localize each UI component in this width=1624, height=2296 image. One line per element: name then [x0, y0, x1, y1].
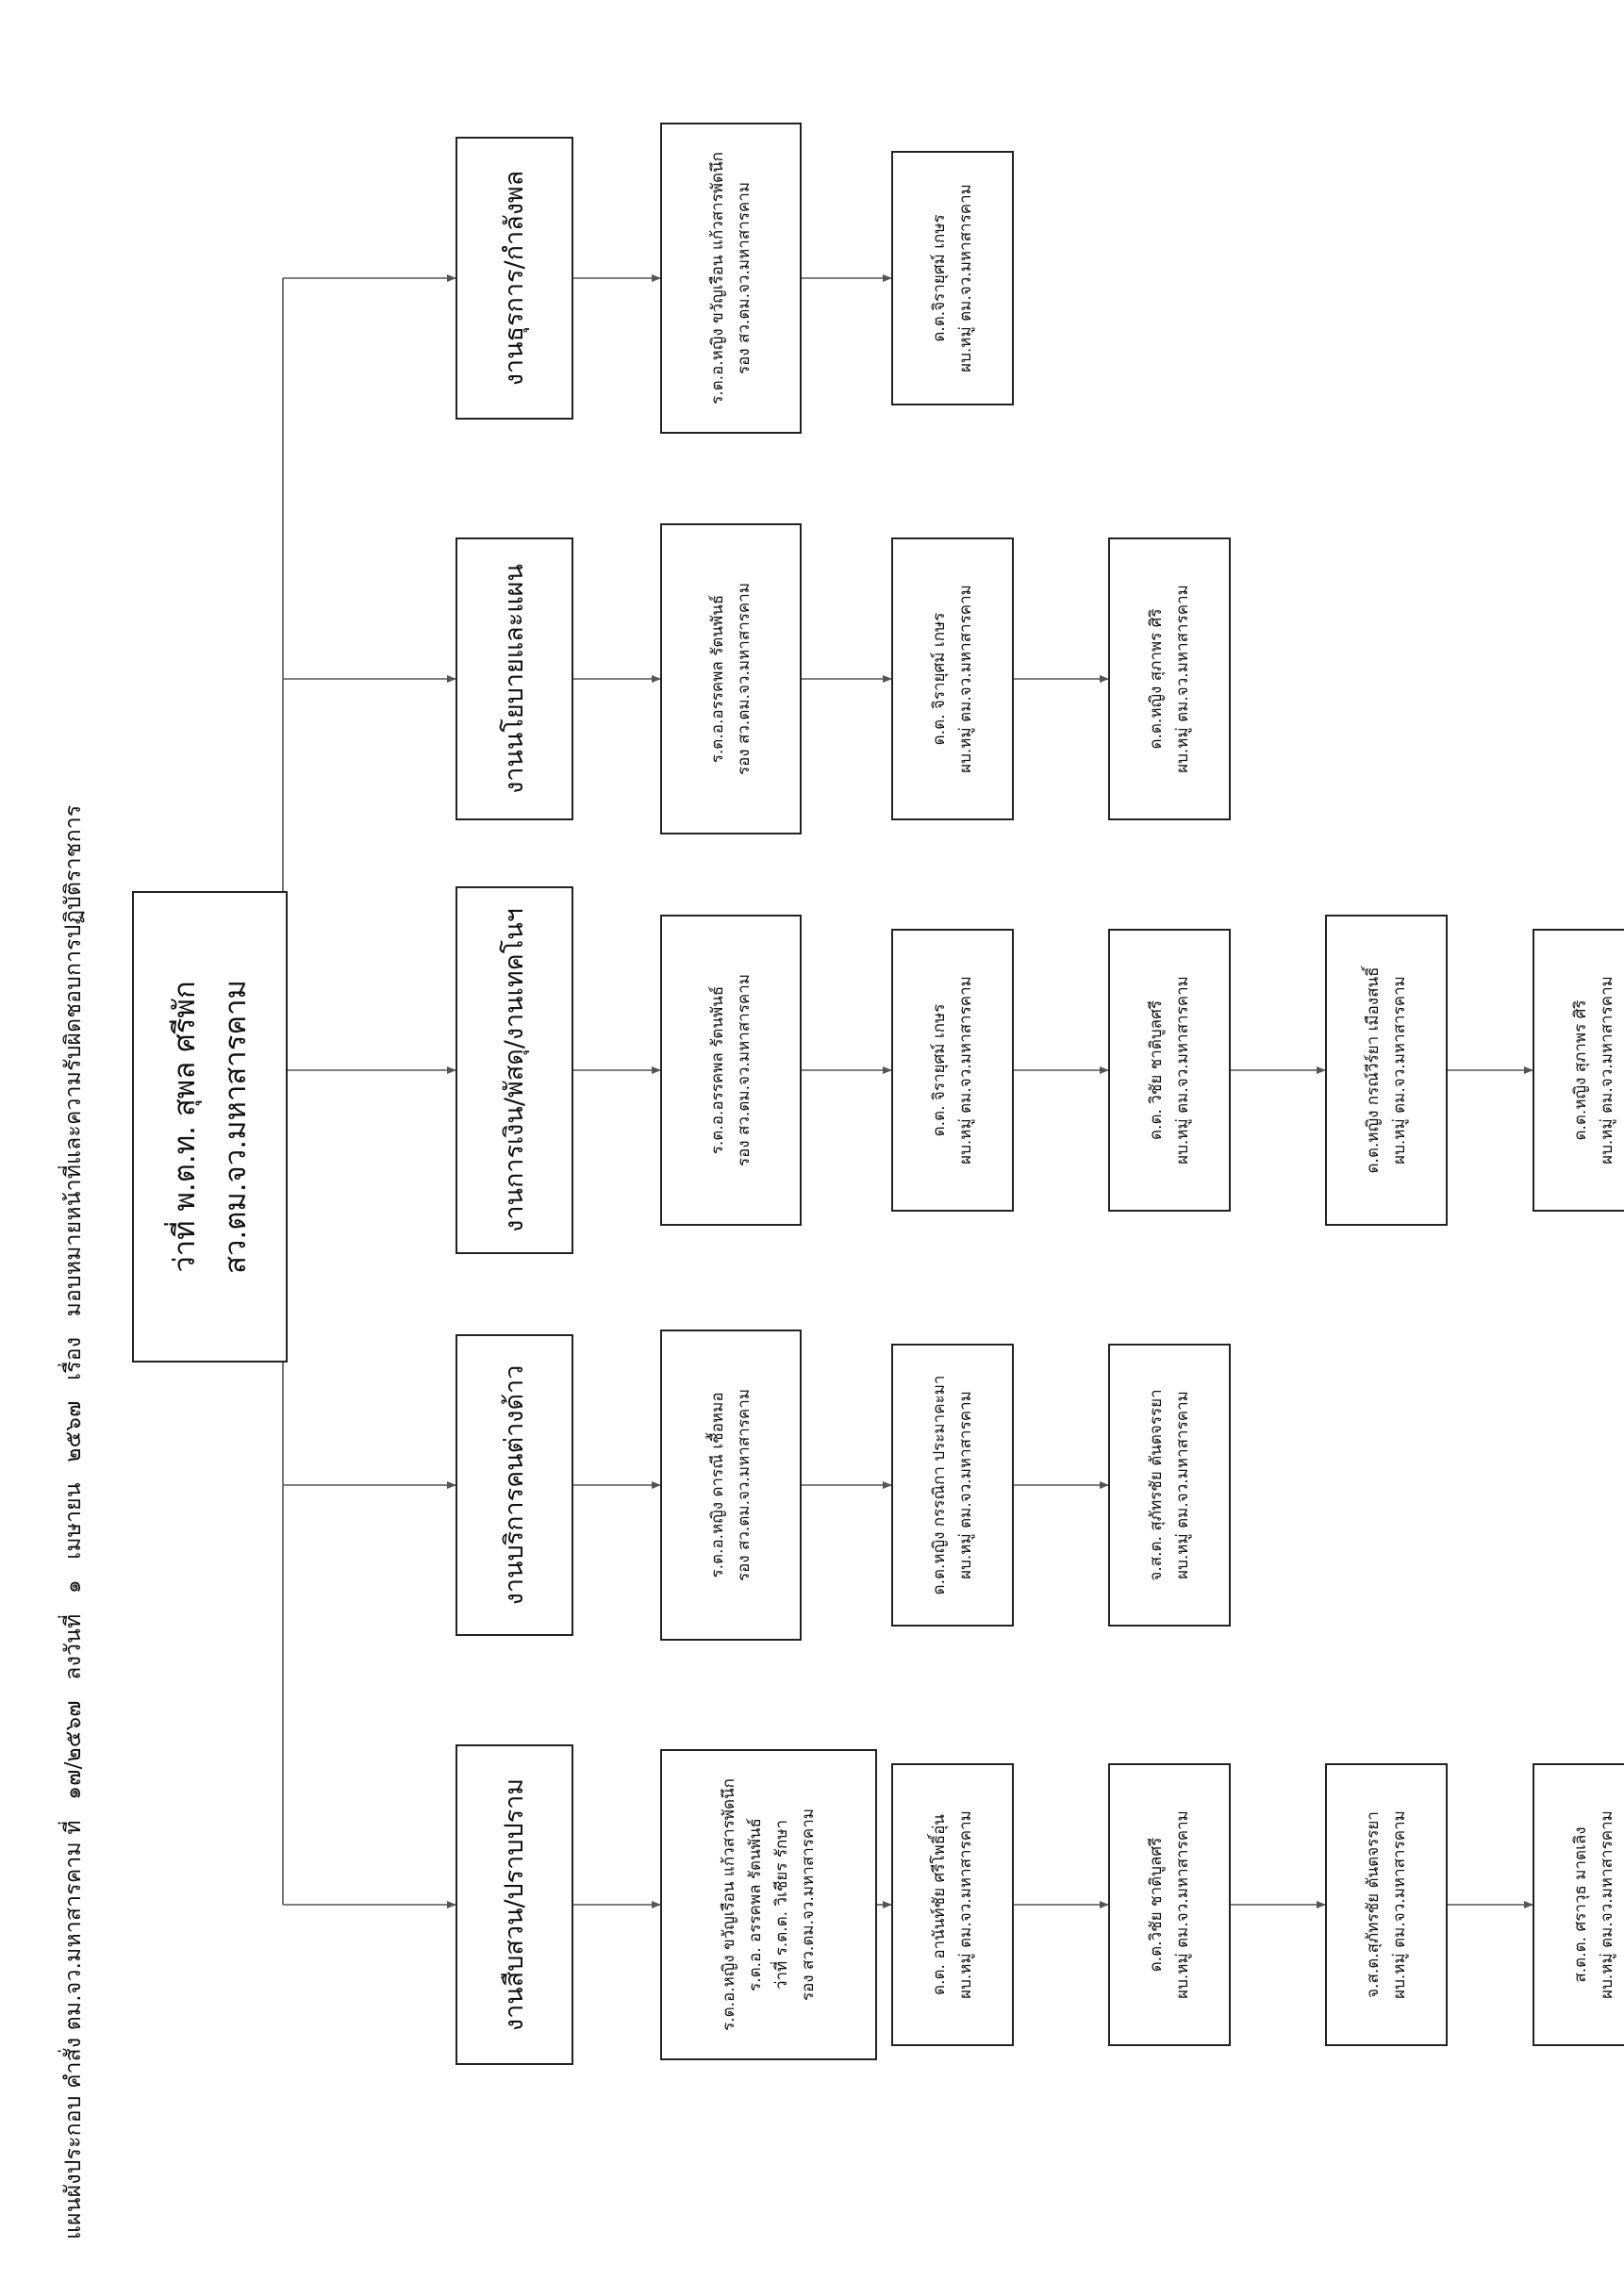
header-date-label: ลงวันที่	[61, 1613, 86, 1680]
member-position: ผบ.หมู่ ตม.จว.มหาสารคาม	[1598, 976, 1616, 1165]
member-position: ผบ.หมู่ ตม.จว.มหาสารคาม	[1390, 976, 1409, 1165]
header-month: เมษายน	[61, 1482, 86, 1560]
member-box	[1325, 1763, 1448, 2046]
member-position: ผบ.หมู่ ตม.จว.มหาสารคาม	[1390, 1810, 1409, 1999]
member-box	[660, 123, 802, 434]
member-box	[1108, 929, 1231, 1212]
member-name: ด.ต.หญิง สุภาพร ศิริ	[1571, 999, 1590, 1141]
member-name: ส.ต.ต. ศราวุธ มาตเลิง	[1571, 1826, 1590, 1983]
member-box	[891, 537, 1014, 820]
member-box	[660, 1330, 802, 1641]
member-name: ว่าที่ ร.ต.ต. วิเชียร รักษา	[772, 1819, 791, 1990]
member-position: ผบ.หมู่ ตม.จว.มหาสารคาม	[956, 1810, 975, 1999]
member-box	[660, 915, 802, 1226]
department-box	[456, 537, 573, 820]
member-position: รอง สว.ตม.จว.มหาสารคาม	[735, 1388, 754, 1582]
member-name: ร.ต.อ.อรรคพล รัตนพันธ์	[708, 594, 727, 764]
member-position: รอง สว.ตม.จว.มหาสารคาม	[735, 181, 754, 375]
department-title: งานธุรการ/กำลังพล	[499, 170, 529, 387]
member-box	[660, 523, 802, 834]
department-box	[456, 1744, 573, 2065]
member-box	[1533, 1763, 1624, 2046]
member-position: ผบ.หมู่ ตม.จว.มหาสารคาม	[956, 184, 975, 372]
member-position: ผบ.หมู่ ตม.จว.มหาสารคาม	[1173, 1391, 1192, 1579]
member-box	[1108, 537, 1231, 820]
header-day: ๑	[61, 1579, 86, 1594]
department-title: งานสืบสวน/ปราบปราม	[499, 1777, 529, 2032]
member-position: ผบ.หมู่ ตม.จว.มหาสารคาม	[956, 585, 975, 773]
member-name: ด.ต.จิรายุศม์ เกษร	[930, 214, 949, 342]
header-subject: มอบหมายหน้าที่และความรับผิดชอบการปฏิบัติราชการ	[61, 804, 86, 1317]
member-name: ด.ต.วิชัย ชาติบูลศรี	[1147, 1837, 1166, 1973]
department-box	[456, 1334, 573, 1636]
header-subject-label: เรื่อง	[61, 1336, 86, 1380]
member-position: ผบ.หมู่ ตม.จว.มหาสารคาม	[1173, 585, 1192, 773]
member-box	[1325, 915, 1448, 1226]
member-name: ด.ต.หญิง กรรณิกา ประมาคะมา	[930, 1375, 949, 1595]
member-name: ด.ต. อานันท์ชัย ศรีโพธิ์อุ่น	[930, 1814, 949, 1995]
member-box	[891, 151, 1014, 405]
member-name: ร.ต.อ.หญิง ดารณี เชื้อหมอ	[708, 1392, 727, 1578]
member-name: จ.ส.ต.สุภัทรชัย ตันตจรรยา	[1364, 1811, 1383, 1998]
member-name: ร.ต.อ. อรรคพล รัตนพันธ์	[746, 1818, 765, 1991]
header-order-number: ๑๗/๒๕๖๗	[61, 1700, 86, 1800]
member-position: รอง สว.ตม.จว.มหาสารคาม	[735, 973, 754, 1167]
member-position: ผบ.หมู่ ตม.จว.มหาสารคาม	[956, 976, 975, 1165]
member-box	[891, 929, 1014, 1212]
member-box	[1108, 1763, 1231, 2046]
member-box	[1108, 1344, 1231, 1627]
department-title: งานการเงิน/พัสดุ/งานเทคโนฯ	[499, 908, 529, 1232]
head-officer-name: ว่าที่ พ.ต.ท. สุพล ศรีพัก	[167, 981, 202, 1273]
member-position: ผบ.หมู่ ตม.จว.มหาสารคาม	[1173, 976, 1192, 1165]
member-name: ด.ต.หญิง กรณ์วีร์ยา เมืองสนธิ์	[1364, 966, 1383, 1174]
member-box	[891, 1344, 1014, 1627]
department-box	[456, 137, 573, 420]
head-officer-position: สว.ตม.จว.มหาสารคาม	[218, 980, 253, 1274]
member-position: ผบ.หมู่ ตม.จว.มหาสารคาม	[956, 1391, 975, 1579]
member-name: ด.ต. วิชัย ชาติบูลศรี	[1147, 1000, 1166, 1140]
member-name: ร.ต.อ.หญิง ขวัญเรือน แก้วสารพัดนึก	[720, 1778, 738, 2031]
member-position: ผบ.หมู่ ตม.จว.มหาสารคาม	[1173, 1810, 1192, 1999]
header-order-text: แผนผังประกอบ คำสั่ง ตม.จว.มหาสารคาม ที่	[61, 1820, 86, 2239]
member-name: ด.ต. จิรายุศม์ เกษร	[930, 612, 949, 746]
header-year: ๒๕๖๗	[61, 1400, 86, 1462]
department-box	[456, 886, 573, 1254]
member-name: จ.ส.ต. สุภัทรชัย ตันตจรรยา	[1147, 1389, 1166, 1581]
department-title: งานนโยบายและแผน	[499, 564, 529, 794]
member-name: ร.ต.อ.หญิง ขวัญเรือน แก้วสารพัดนึก	[708, 152, 727, 405]
member-box	[1533, 929, 1624, 1212]
member-position: รอง สว.ตม.จว.มหาสารคาม	[735, 582, 754, 776]
member-name: ร.ต.อ.อรรคพล รัตนพันธ์	[708, 985, 727, 1155]
member-position: ผบ.หมู่ ตม.จว.มหาสารคาม	[1598, 1810, 1616, 1999]
member-box	[660, 1749, 877, 2060]
member-position: รอง สว.ตม.จว.มหาสารคาม	[799, 1808, 818, 2002]
member-name: ด.ต. จิรายุศม์ เกษร	[930, 1003, 949, 1137]
member-name: ด.ต.หญิง สุภาพร ศิริ	[1147, 608, 1166, 750]
member-box	[891, 1763, 1014, 2046]
department-title: งานบริการคนต่างด้าว	[499, 1364, 529, 1606]
head-officer-box	[132, 891, 288, 1363]
